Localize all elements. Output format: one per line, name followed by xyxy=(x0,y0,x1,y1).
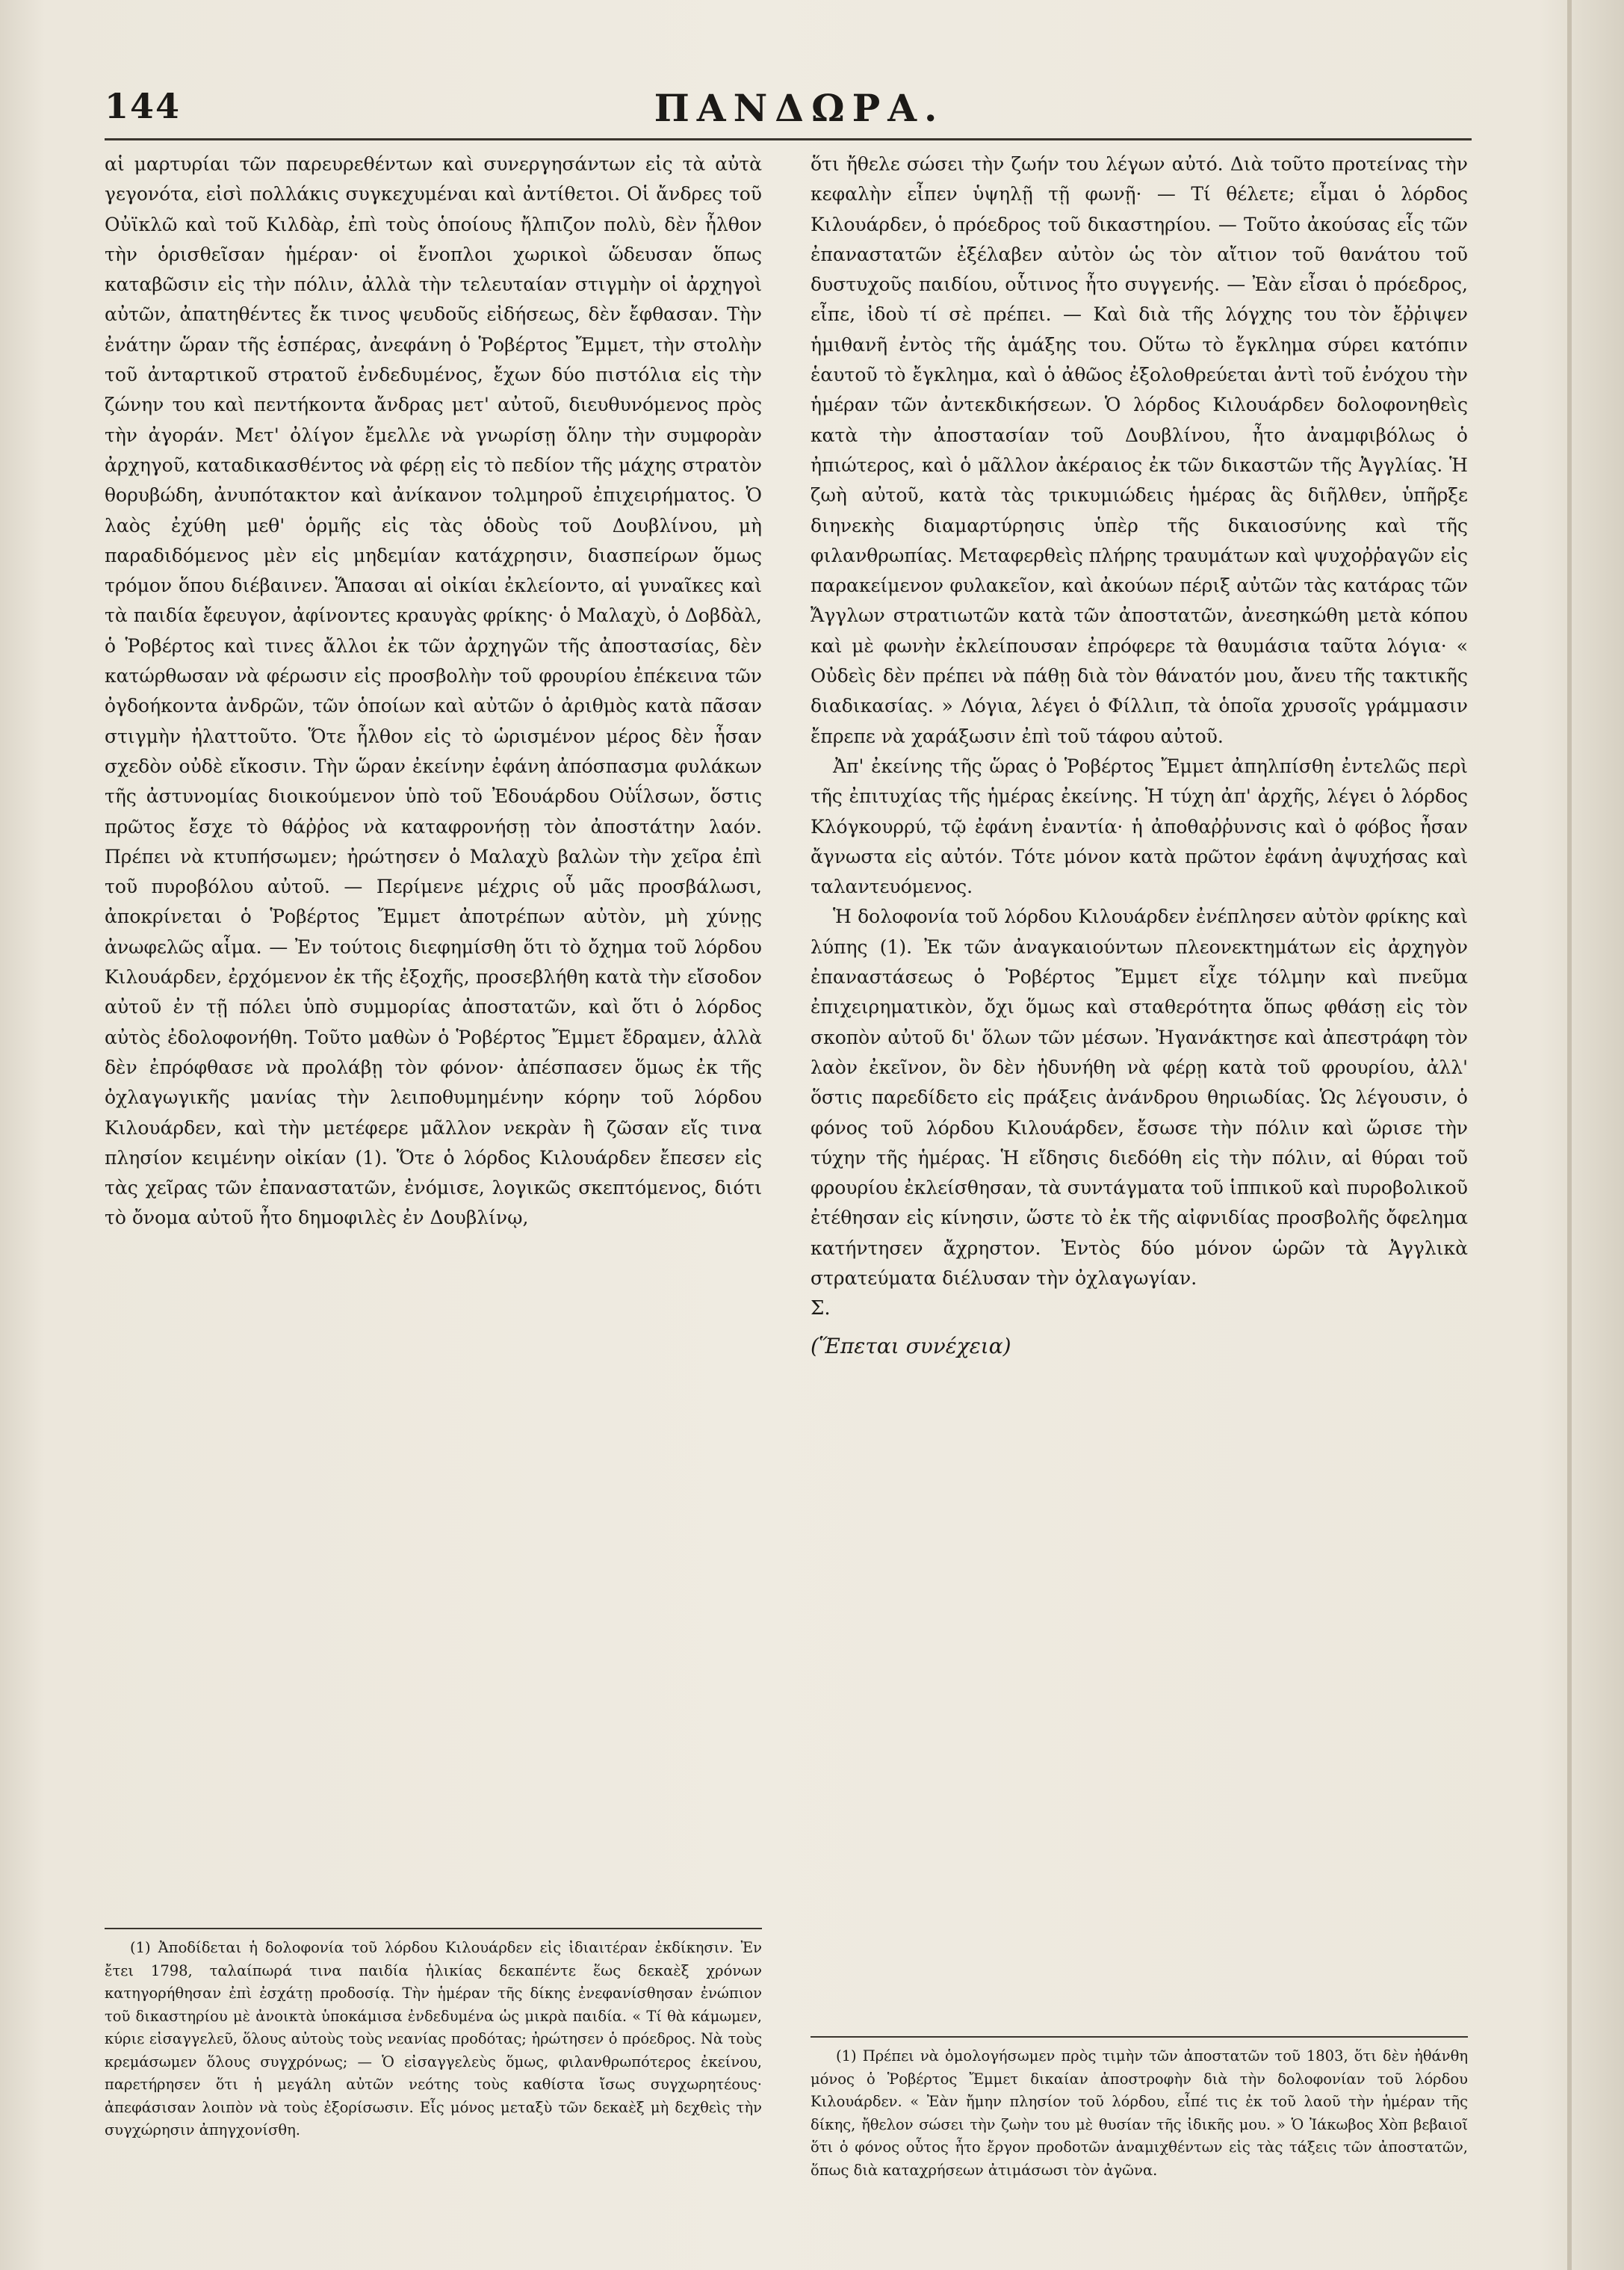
author-signature: Σ. xyxy=(811,1297,831,1320)
left-paragraph: αἱ μαρτυρίαι τῶν παρευρεθέντων καὶ συνεργησάντων εἰς τὰ αὐτὰ γεγονότα, εἰσὶ πολλάκις συγκεχυμέναι καὶ ἀντίθετοι. Οἱ ἄνδρες τοῦ Οὐϊκλῶ καὶ τοῦ Κιλδὰρ, ἐπὶ τοὺς ὁποίους ἤλπιζον πολὺ, δὲν ἦλθον τὴν ὁρισθεῖσαν ἡμέραν· οἱ ἔνοπλοι χωρικοὶ ὥδευσαν ὅπως καταβῶσιν εἰς τὴν πόλιν, ἀλλὰ τὴν τελευταίαν στιγμὴν οἱ ἀρχηγοὶ αὐτῶν, ἀπατηθέντες ἔκ τινος ψευδοῦς εἰδήσεως, δὲν ἔφθασαν. Τὴν ἐνάτην ὥραν τῆς ἑσπέρας, ἀνεφάνη ὁ Ῥοβέρτος Ἔμμετ, τὴν στολὴν τοῦ ἀνταρτικοῦ στρατοῦ ἐνδεδυμένος, ἔχων δύο πιστόλια εἰς τὴν ζώνην του καὶ πεντήκοντα ἄνδρας μετ' αὐτοῦ, διευθυνόμενος πρὸς τὴν ἀγοράν. Μετ' ὀλίγον ἔμελλε νὰ γνωρίσῃ ὅλην τὴν συμφορὰν ἀρχηγοῦ, καταδικασθέντος νὰ φέρῃ εἰς τὸ πεδίον τῆς μάχης στρατὸν θορυβώδη, ἀνυπότακτον καὶ ἀνίκανον τολμηροῦ ἐπιχειρήματος. Ὁ λαὸς ἐχύθη μεθ' ὁρμῆς εἰς τὰς ὁδοὺς τοῦ Δουβλίνου, μὴ παραδιδόμενος μὲν εἰς μηδεμίαν κατάχρησιν, διασπείρων ὅμως τρόμον ὅπου διέβαινεν. Ἅπασαι αἱ οἰκίαι ἐκλείοντο, αἱ γυναῖκες καὶ τὰ παιδία ἔφευγον, ἀφίνοντες κραυγὰς φρίκης· ὁ Μαλαχὺ, ὁ Δοβδὰλ, ὁ Ῥοβέρτος καὶ τινες ἄλλοι ἐκ τῶν ἀρχηγῶν τῆς ἀποστασίας, δὲν κατώρθωσαν νὰ φέρωσιν εἰς προσβολὴν τοῦ φρουρίου ἐπέκεινα τῶν ὀγδοήκοντα ἀνδρῶν, τῶν ὁποίων καὶ αὐτῶν ὁ ἀριθμὸς κατὰ πᾶσαν στιγμὴν ἠλαττοῦτο. Ὅτε ἦλθον εἰς τὸ ὡρισμένον μέρος δὲν ἦσαν σχεδὸν οὐδὲ εἴκοσιν. Τὴν ὥραν ἐκείνην ἐφάνη ἀπόσπασμα φυλάκων τῆς ἀστυνομίας διοικούμενον ὑπὸ τοῦ Ἐδουάρδου Οὐΐλσων, ὅστις πρῶτος ἔσχε τὸ θάῤῥος νὰ καταφρονήσῃ τὸν ἀποστάτην λαόν. Πρέπει νὰ κτυπήσωμεν; ἠρώτησεν ὁ Μαλαχὺ βαλὼν τὴν χεῖρα ἐπὶ τοῦ πυροβόλου αὐτοῦ. — Περίμενε μέχρις οὗ μᾶς προσβάλωσι, ἀποκρίνεται ὁ Ῥοβέρτος Ἔμμετ ἀποτρέπων αὐτὸν, μὴ χύνῃς ἀνωφελῶς αἷμα. — Ἐν τούτοις διεφημίσθη ὅτι τὸ ὄχημα τοῦ λόρδου Κιλουάρδεν, ἐρχόμενον ἐκ τῆς ἐξοχῆς, προσεβλήθη κατὰ τὴν εἴσοδον αὐτοῦ ἐν τῇ πόλει ὑπὸ συμμορίας ἀποστατῶν, καὶ ὅτι ὁ λόρδος αὐτὸς ἐδολοφονήθη. Τοῦτο μαθὼν ὁ Ῥοβέρτος Ἔμμετ ἔδραμεν, ἀλλὰ δὲν ἐπρόφθασε νὰ προλάβῃ τὸν φόνον· ἀπέσπασεν ὅμως ἐκ τῆς ὀχλαγωγικῆς μανίας τὴν λειποθυμημένην κόρην τοῦ λόρδου Κιλουάρδεν, καὶ τὴν μετέφερε μᾶλλον νεκρὰν ἢ ζῶσαν εἴς τινα πλησίον κειμένην οἰκίαν (1). Ὅτε ὁ λόρδος Κιλουάρδεν ἔπεσεν εἰς τὰς χεῖρας τῶν ἐπαναστατῶν, ἐνόμισε, λογικῶς σκεπτόμενος, διότι τὸ ὄνομα αὐτοῦ ἦτο δημοφιλὲς ἐν Δουβλίνῳ, xyxy=(105,153,762,1229)
right-paragraph-1: ὅτι ἤθελε σώσει τὴν ζωήν του λέγων αὐτό. Διὰ τοῦτο προτείνας τὴν κεφαλὴν εἶπεν ὑψηλῇ τῇ φωνῇ· — Τί θέλετε; εἶμαι ὁ λόρδος Κιλουάρδεν, ὁ πρόεδρος τοῦ δικαστηρίου. — Τοῦτο ἀκούσας εἷς τῶν ἐπαναστατῶν ἐξέλαβεν αὐτὸν ὡς τὸν αἴτιον τοῦ θανάτου τοῦ δυστυχοῦς παιδίου, οὗτινος ἦτο συγγενής. — Ἐὰν εἶσαι ὁ πρόεδρος, εἶπε, ἰδοὺ τί σὲ πρέπει. — Καὶ διὰ τῆς λόγχης του τὸν ἔῤῥιψεν ἡμιθανῆ ἐντὸς τῆς ἁμάξης του. Οὕτω τὸ ἔγκλημα σύρει κατόπιν ἑαυτοῦ τὸ ἔγκλημα, καὶ ὁ ἀθῶος ἐξολοθρεύεται ἀντὶ τοῦ ἐνόχου τὴν ἡμέραν τῶν ἀντεκδικήσεων. Ὁ λόρδος Κιλουάρδεν δολοφονηθεὶς κατὰ τὴν ἀποστασίαν τοῦ Δουβλίνου, ἦτο ἀναμφιβόλως ὁ ἠπιώτερος, καὶ ὁ μᾶλλον ἀκέραιος ἐκ τῶν δικαστῶν τῆς Ἀγγλίας. Ἡ ζωὴ αὐτοῦ, κατὰ τὰς τρικυμιώδεις ἡμέρας ἃς διῆλθεν, ὑπῆρξε διηνεκὴς διαμαρτύρησις ὑπὲρ τῆς δικαιοσύνης καὶ τῆς φιλανθρωπίας. Μεταφερθεὶς πλήρης τραυμάτων καὶ ψυχοῤῥαγῶν εἰς παρακείμενον φυλακεῖον, καὶ ἀκούων πέριξ αὐτῶν τὰς κατάρας τῶν Ἄγγλων στρατιωτῶν κατὰ τῶν ἀποστατῶν, ἀνεσηκώθη μετὰ κόπου καὶ μὲ φωνὴν ἐκλείπουσαν ἐπρόφερε τὰ θαυμάσια ταῦτα λόγια· « Οὐδεὶς δὲν πρέπει νὰ πάθῃ διὰ τὸν θάνατόν μου, ἄνευ τῆς τακτικῆς διαδικασίας. » Λόγια, λέγει ὁ Φίλλιπ, τὰ ὁποῖα χρυσοῖς γράμμασιν ἔπρεπε νὰ χαράξωσιν ἐπὶ τοῦ τάφου αὐτοῦ. xyxy=(811,153,1468,747)
right-paragraph-3: Ἡ δολοφονία τοῦ λόρδου Κιλουάρδεν ἐνέπλησεν αὐτὸν φρίκης καὶ λύπης (1). Ἐκ τῶν ἀναγκαιούντων πλεονεκτημάτων εἰς ἀρχηγὸν ἐπαναστάσεως ὁ Ῥοβέρτος Ἔμμετ εἶχε τόλμην καὶ πνεῦμα ἐπιχειρηματικὸν, ὄχι ὅμως καὶ σταθερότητα ὅπως φθάσῃ εἰς τὸν σκοπὸν αὐτοῦ δι' ὅλων τῶν μέσων. Ἠγανάκτησε καὶ ἀπεστράφη τὸν λαὸν ἐκεῖνον, ὃν δὲν ἠδυνήθη νὰ φέρῃ κατὰ τοῦ φρουρίου, ἀλλ' ὅστις παρεδίδετο εἰς πράξεις ἀνάνδρου θηριωδίας. Ὡς λέγουσιν, ὁ φόνος τοῦ λόρδου Κιλουάρδεν, ἔσωσε τὴν πόλιν καὶ ὥρισε τὴν τύχην τῆς ἡμέρας. Ἡ εἴδησις διεδόθη εἰς τὴν πόλιν, αἱ θύραι τοῦ φρουρίου ἐκλείσθησαν, τὰ συντάγματα τοῦ ἱππικοῦ καὶ πυροβολικοῦ ἐτέθησαν εἰς κίνησιν, ὥστε τὸ ἐκ τῆς αἰφνιδίας προσβολῆς ὄφελημα κατήντησεν ἄχρηστον. Ἐντὸς δύο μόνον ὡρῶν τὰ Ἀγγλικὰ στρατεύματα διέλυσαν τὴν ὀχλαγωγίαν. xyxy=(811,906,1468,1289)
left-column-body xyxy=(105,149,762,1234)
continued-note: (Ἕπεται συνέχεια) xyxy=(811,1333,1011,1358)
right-footnote-text: (1) Πρέπει νὰ ὁμολογήσωμεν πρὸς τιμὴν τῶν ἀποστατῶν τοῦ 1803, ὅτι δὲν ἠθάνθη μόνος ὁ Ῥοβέρτος Ἔμμετ δικαίαν ἀποστροφὴν διὰ τὴν δολοφονίαν τοῦ λόρδου Κιλουάρδεν. « Ἐὰν ἤμην πλησίον τοῦ λόρδου, εἶπέ τις ἐκ τοῦ λαοῦ τὴν ἡμέραν τῆς δίκης, ἤθελον σώσει τὴν ζωὴν του μὲ θυσίαν τῆς ἰδικῆς μου. » Ὁ Ἰάκωβος Χὸπ βεβαιοῖ ὅτι ὁ φόνος οὗτος ἦτο ἔργον προδοτῶν ἀναμιχθέντων εἰς τὰς τάξεις τῶν ἀποστατῶν, ὅπως διὰ καταχρήσεων ἀτιμάσωσι τὸν ἀγῶνα. xyxy=(811,2047,1468,2179)
left-footnote-text: (1) Ἀποδίδεται ἡ δολοφονία τοῦ λόρδου Κιλουάρδεν εἰς ἰδιαιτέραν ἐκδίκησιν. Ἐν ἔτει 1798, ταλαίπωρά τινα παιδία ἡλικίας δεκαπέντε ἕως δεκαὲξ χρόνων κατηγορήθησαν ἐπὶ ἐσχάτῃ προδοσίᾳ. Τὴν ἡμέραν τῆς δίκης ἐνεφανίσθησαν ἐνώπιον τοῦ δικαστηρίου μὲ ἀνοικτὰ ὑποκάμισα ἐνδεδυμένα ὡς μικρὰ παιδία. « Τί θὰ κάμωμεν, κύριε εἰσαγγελεῦ, ὅλους αὐτοὺς τοὺς νεανίας προδότας; ἠρώτησεν ὁ πρόεδρος. Νὰ τοὺς κρεμάσωμεν ὅλους συγχρόνως; — Ὁ εἰσαγγελεὺς ὅμως, φιλανθρωπότερος ἐκείνου, παρετήρησεν ὅτι ἡ μεγάλη αὐτῶν νεότης τοὺς καθίστα ἴσως συγχωρητέους· ἀπεφάσισαν λοιπὸν νὰ τοὺς ἐξορίσωσιν. Εἷς μόνος μεταξὺ τῶν δεκαὲξ μὴ δεχθεὶς τὴν συγχώρησιν ἀπηγχονίσθη. xyxy=(105,1939,762,2138)
right-column xyxy=(811,149,1468,1361)
header-rule xyxy=(105,138,1472,140)
right-column-body xyxy=(811,149,1468,1361)
page-edge xyxy=(1567,0,1572,2270)
right-footnote xyxy=(811,2045,1468,2182)
left-footnote xyxy=(105,1937,762,2142)
page-number: 144 xyxy=(105,86,182,126)
right-footnote-rule xyxy=(811,2036,1468,2038)
left-column xyxy=(105,149,762,1234)
page-header xyxy=(90,86,1509,138)
left-footnote-rule xyxy=(105,1928,762,1929)
right-paragraph-2: Ἀπ' ἐκείνης τῆς ὥρας ὁ Ῥοβέρτος Ἔμμετ ἀπηλπίσθη ἐντελῶς περὶ τῆς ἐπιτυχίας τῆς ἡμέρας ἐκείνης. Ἡ τύχη ἀπ' ἀρχῆς, λέγει ὁ λόρδος Κλόγκουρρύ, τῷ ἐφάνη ἐναντία· ἡ ἀποθαῤῥυνσις καὶ ὁ φόβος ἦσαν ἄγνωστα εἰς αὐτόν. Τότε μόνον κατὰ πρῶτον ἐφάνη ἀψυχήσας καὶ ταλαντευόμενος. xyxy=(811,755,1468,898)
journal-title: ΠΑΝΔΩΡΑ. xyxy=(654,86,945,130)
